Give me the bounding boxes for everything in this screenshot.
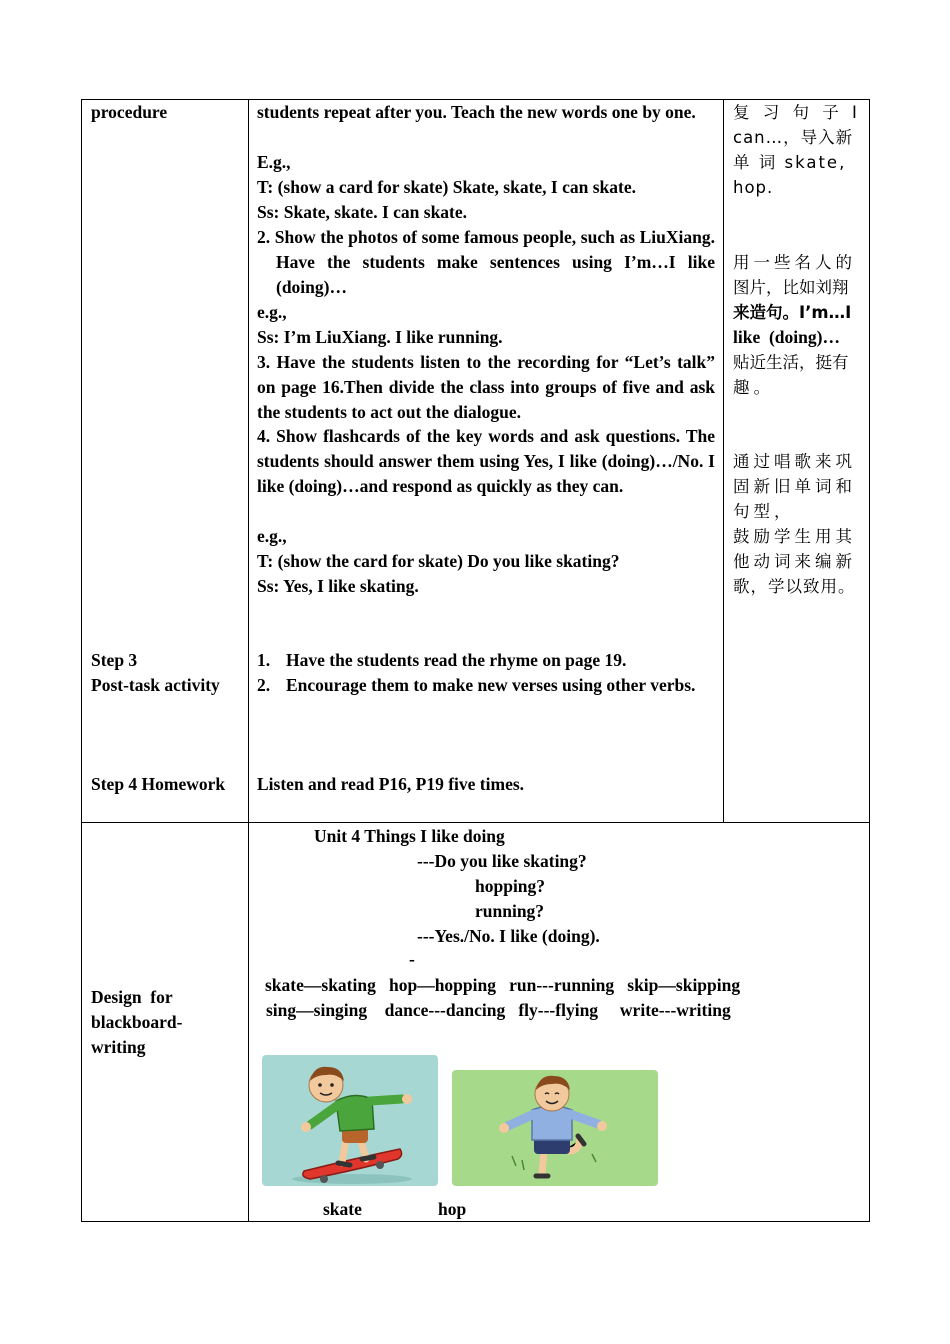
note-3-line-6: 歌，学以致用。 — [733, 577, 856, 596]
step3-item-2-num: 2. — [257, 675, 271, 695]
table-border-bottom — [81, 1221, 870, 1222]
note-3-line-5: 他动词来编新 — [733, 552, 856, 571]
label-design-1: Design for — [91, 987, 173, 1007]
step3-item-1-text: Have the students read the rhyme on page 19. — [286, 650, 627, 670]
table-border-left — [81, 99, 82, 1222]
procedure-p1: students repeat after you. Teach the new words one by one. — [257, 102, 696, 122]
procedure-eg1: E.g., — [257, 152, 291, 172]
step3-item-1-num: 1. — [257, 650, 271, 670]
homework-text: Listen and read P16, P19 five times. — [257, 774, 525, 794]
note-1-line-1: 复 习 句 子 I — [733, 103, 861, 122]
note-1-line-2: can…，导入新 — [733, 128, 854, 147]
label-design-3: writing — [91, 1037, 146, 1057]
label-step4: Step 4 Homework — [91, 774, 226, 794]
board-words-2: sing—singing dance---dancing fly---flying write---writing — [266, 1000, 731, 1020]
board-words-1: skate—skating hop—hopping run---running skip—skipping — [265, 975, 741, 995]
label-step3-sub: Post-task activity — [91, 675, 220, 695]
note-3-line-4: 鼓励学生用其 — [733, 527, 856, 546]
procedure-t1: T: (show a card for skate) Skate, skate, I can skate. — [257, 177, 636, 197]
procedure-s2: Ss: I’m LiuXiang. I like running. — [257, 327, 503, 347]
label-procedure: procedure — [91, 102, 168, 122]
label-step3: Step 3 — [91, 650, 138, 670]
caption-hop: hop — [438, 1199, 467, 1219]
note-1-line-4: hop. — [733, 178, 774, 197]
note-3-line-3: 句型， — [733, 502, 795, 521]
note-2-line-4: like (doing)… — [733, 327, 840, 347]
note-2-line-2: 图片，比如刘翔 — [733, 278, 849, 297]
hop-picture — [452, 1070, 658, 1186]
procedure-eg2: e.g., — [257, 302, 287, 322]
board-answer: ---Yes./No. I like (doing). — [417, 926, 600, 946]
procedure-p3: 3. Have the students listen to the recording for “Let’s talk” on page 16.Then divide the class into groups of five and ask the students to act out the dialogue. — [257, 352, 715, 422]
skate-boy-illustration — [262, 1055, 438, 1186]
step3-item-2-text: Encourage them to make new verses using other verbs. — [286, 675, 696, 695]
table-col-divider — [248, 99, 249, 1222]
procedure-s3: Ss: Yes, I like skating. — [257, 576, 419, 596]
procedure-s1: Ss: Skate, skate. I can skate. — [257, 202, 468, 222]
note-3-line-2: 固新旧单词和 — [733, 477, 856, 496]
board-question-1: ---Do you like skating? — [417, 851, 587, 871]
procedure-p4: 4. Show flashcards of the key words and ask questions. The students should answer them using Yes, I like (doing)…/No. I like (doing)…and respond as quickly as they can. — [257, 426, 715, 496]
board-question-3: running? — [475, 901, 545, 921]
note-2-line-1: 用一些名人的 — [733, 253, 856, 272]
board-dash: - — [409, 949, 415, 969]
board-question-2: hopping? — [475, 876, 546, 896]
procedure-t2: T: (show the card for skate) Do you like skating? — [257, 551, 620, 571]
label-design-2: blackboard- — [91, 1012, 183, 1032]
table-notes-divider — [723, 99, 724, 823]
table-border-right — [869, 99, 870, 1222]
hop-boy-illustration — [452, 1070, 658, 1186]
procedure-p2: 2. Show the photos of some famous people, such as LiuXiang. Have the students make sentences using I’m…I like (doing)… — [257, 227, 715, 297]
note-2-line-5: 贴近生活，挺有 — [733, 353, 849, 372]
note-2-line-6: 趣。 — [733, 378, 774, 397]
table-row-divider — [81, 822, 870, 823]
caption-skate: skate — [323, 1199, 362, 1219]
note-1-line-3: 单 词 skate, — [733, 153, 847, 172]
note-3-line-1: 通过唱歌来巩 — [733, 452, 856, 471]
procedure-eg3: e.g., — [257, 526, 287, 546]
note-2-line-3: 来造句。I’m…I — [733, 303, 852, 322]
skate-picture — [262, 1055, 438, 1186]
board-title: Unit 4 Things I like doing — [314, 826, 505, 846]
